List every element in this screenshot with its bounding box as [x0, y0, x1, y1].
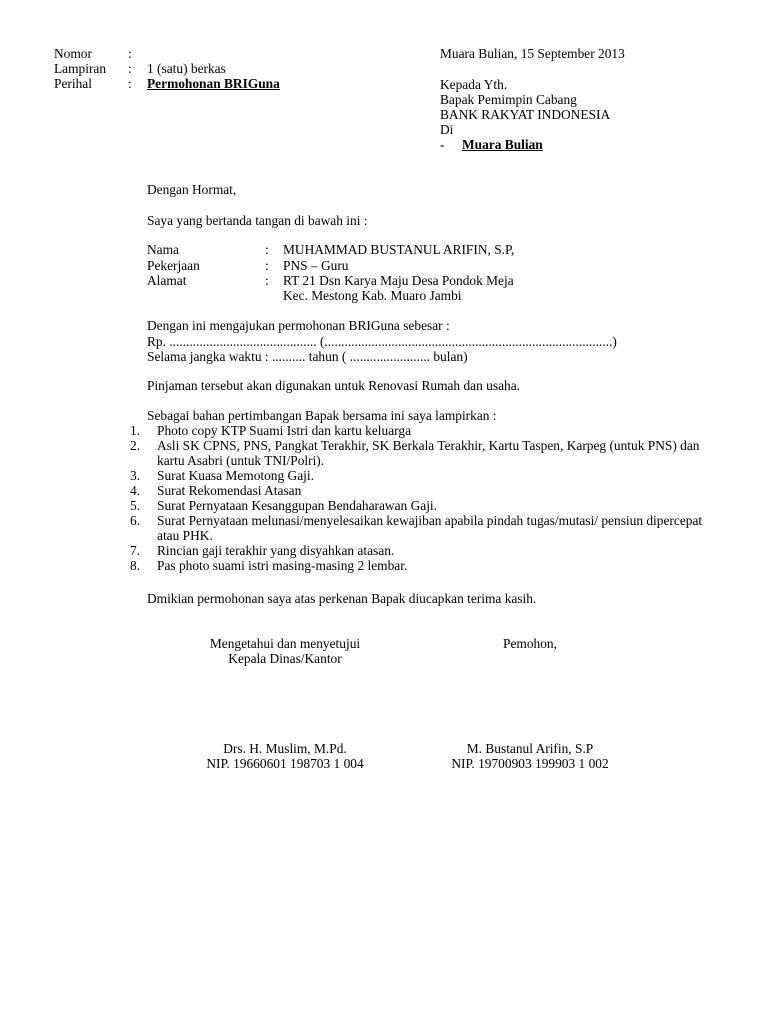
pekerjaan-label: Pekerjaan: [147, 258, 200, 273]
nama-colon: :: [265, 242, 269, 257]
list-item: [130, 438, 717, 468]
attachments-list: [130, 423, 717, 573]
list-item-text: Surat Pernyataan Kesanggupan Bendaharawan Gaji.: [157, 498, 437, 513]
alamat-label: Alamat: [147, 273, 187, 288]
recipient-line-3: BANK RAKYAT INDONESIA: [440, 107, 611, 122]
list-item-number: 1.: [130, 423, 141, 438]
pekerjaan-colon: :: [265, 258, 269, 273]
recipient-line-1: Kepada Yth.: [440, 77, 508, 92]
closing-text: Dmikian permohonan saya atas perkenan Bapak diucapkan terima kasih.: [147, 591, 537, 606]
recipient-dash: -: [440, 137, 445, 152]
pekerjaan-value: PNS – Guru: [283, 258, 349, 273]
list-item-text: Pas photo suami istri masing-masing 2 lembar.: [157, 558, 408, 573]
nomor-colon: :: [128, 46, 132, 61]
right-signer-name: M. Bustanul Arifin, S.P: [466, 741, 594, 756]
list-item-text: Rincian gaji terakhir yang disyahkan atasan.: [157, 543, 395, 558]
list-item-number: 2.: [130, 438, 141, 453]
list-item: [130, 498, 717, 513]
list-item-number: 8.: [130, 558, 141, 573]
list-item: [130, 543, 717, 558]
right-applicant-line: Pemohon,: [503, 636, 557, 651]
intro-text: Saya yang bertanda tangan di bawah ini :: [147, 213, 368, 228]
purpose-text: Pinjaman tersebut akan digunakan untuk Renovasi Rumah dan usaha.: [147, 378, 520, 393]
attachments-intro: Sebagai bahan pertimbangan Bapak bersama ini saya lampirkan :: [147, 408, 497, 423]
list-item-text: Photo copy KTP Suami Istri dan kartu keluarga: [157, 423, 412, 438]
list-item-number: 7.: [130, 543, 141, 558]
recipient-line-4: Di: [440, 122, 454, 137]
list-item: [130, 513, 717, 543]
lampiran-colon: :: [128, 61, 132, 76]
greeting: Dengan Hormat,: [147, 182, 237, 197]
recipient-line-2: Bapak Pemimpin Cabang: [440, 92, 577, 107]
nomor-label: Nomor: [54, 46, 92, 61]
right-signer-nip: NIP. 19700903 199903 1 002: [451, 756, 609, 771]
left-position-line: Kepala Dinas/Kantor: [228, 651, 342, 666]
nama-label: Nama: [147, 242, 179, 257]
left-signer-nip: NIP. 19660601 198703 1 004: [206, 756, 364, 771]
perihal-value: Permohonan BRIGuna: [147, 76, 280, 91]
perihal-label: Perihal: [54, 76, 92, 91]
lampiran-label: Lampiran: [54, 61, 107, 76]
list-item-text: Surat Rekomendasi Atasan: [157, 483, 302, 498]
list-item: [130, 558, 717, 573]
amount-line: Rp. ............................................ (......................................................................................): [147, 334, 617, 349]
alamat-colon: :: [265, 273, 269, 288]
term-line: Selama jangka waktu : .......... tahun ( ........................ bulan): [147, 349, 468, 364]
list-item: [130, 483, 717, 498]
list-item: [130, 468, 717, 483]
alamat-value-1: RT 21 Dsn Karya Maju Desa Pondok Meja: [283, 273, 514, 288]
list-item-number: 3.: [130, 468, 141, 483]
nama-value: MUHAMMAD BUSTANUL ARIFIN, S.P,: [283, 242, 515, 257]
left-signer-name: Drs. H. Muslim, M.Pd.: [223, 741, 347, 756]
list-item-number: 6.: [130, 513, 141, 528]
recipient-city-line: [440, 137, 610, 152]
request-line: Dengan ini mengajukan permohonan BRIGuna sebesar :: [147, 318, 450, 333]
lampiran-value: 1 (satu) berkas: [147, 61, 226, 76]
recipient-city: Muara Bulian: [462, 137, 543, 152]
list-item: [130, 423, 717, 438]
perihal-colon: :: [128, 76, 132, 91]
alamat-value-2: Kec. Mestong Kab. Muaro Jambi: [283, 288, 462, 303]
list-item-text: Surat Kuasa Memotong Gaji.: [157, 468, 314, 483]
place-date: Muara Bulian, 15 September 2013: [440, 46, 625, 61]
list-item-number: 5.: [130, 498, 141, 513]
recipient-block: [440, 77, 610, 152]
list-item-text: Surat Pernyataan melunasi/menyelesaikan kewajiban apabila pindah tugas/mutasi/ pensiun dipercepat atau PHK.: [157, 513, 703, 543]
list-item-text: Asli SK CPNS, PNS, Pangkat Terakhir, SK Berkala Terakhir, Kartu Taspen, Karpeg (untuk PNS) dan kartu Asabri (untuk TNI/Polri).: [157, 438, 700, 468]
list-item-number: 4.: [130, 483, 141, 498]
left-approval-line: Mengetahui dan menyetujui: [209, 636, 361, 651]
